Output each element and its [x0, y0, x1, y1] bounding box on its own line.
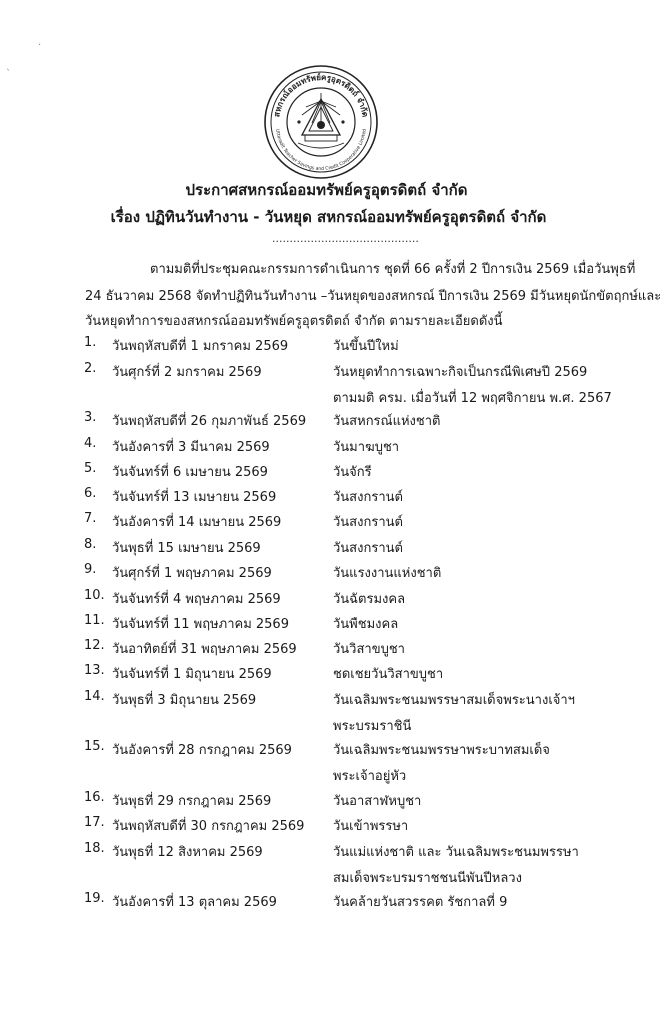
logo-ring-english: Uttaradit Teacher Savings and Credit Cooperative Limited — [274, 128, 368, 173]
item-holiday-name-cont: ตามมติ ครม. เมื่อวันที่ 12 พฤศจิกายน พ.ศ. 2567 — [333, 391, 612, 406]
item-date: วันอาทิตย์ที่ 31 พฤษภาคม 2569 — [112, 642, 297, 657]
item-date: วันศุกร์ที่ 2 มกราคม 2569 — [112, 365, 262, 380]
scan-speck: ˎ — [6, 60, 11, 71]
item-holiday-name: วันสงกรานต์ — [333, 541, 403, 556]
item-date: วันจันทร์ที่ 1 มิถุนายน 2569 — [112, 667, 272, 682]
item-holiday-name: วันคล้ายวันสวรรคต รัชกาลที่ 9 — [333, 895, 508, 910]
item-number: 4. — [84, 436, 97, 451]
item-date: วันพฤหัสบดีที่ 30 กรกฎาคม 2569 — [112, 819, 305, 834]
item-number: 13. — [84, 663, 105, 678]
item-holiday-name: วันขึ้นปีใหม่ — [333, 339, 399, 354]
item-number: 12. — [84, 638, 105, 653]
item-holiday-name: วันพืชมงคล — [333, 617, 399, 632]
item-number: 2. — [84, 361, 97, 376]
announcement-title: ประกาศสหกรณ์ออมทรัพย์ครูอุตรดิตถ์ จำกัด — [185, 181, 468, 199]
item-holiday-name-cont: พระเจ้าอยู่หัว — [333, 769, 407, 784]
item-number: 14. — [84, 689, 105, 704]
item-holiday-name: วันวิสาขบูชา — [333, 642, 405, 657]
item-date: วันอังคารที่ 3 มีนาคม 2569 — [112, 440, 270, 455]
item-number: 7. — [84, 511, 97, 526]
item-number: 8. — [84, 537, 97, 552]
cooperative-logo — [262, 63, 380, 181]
item-number: 15. — [84, 739, 105, 754]
intro-line-2: 24 ธันวาคม 2568 จัดทำปฏิทินวันทำงาน –วันหยุดของสหกรณ์ ปีการเงิน 2569 มีวันหยุดนักขัตฤกษ์และ — [85, 289, 661, 304]
announcement-subject: เรื่อง ปฏิทินวันทำงาน - วันหยุด สหกรณ์ออมทรัพย์ครูอุตรดิตถ์ จำกัด — [110, 208, 547, 226]
item-number: 10. — [84, 588, 105, 603]
cooperative-seal-icon — [262, 63, 380, 181]
item-holiday-name: วันแรงงานแห่งชาติ — [333, 566, 442, 581]
item-holiday-name: ชดเชยวันวิสาขบูชา — [333, 667, 444, 682]
item-holiday-name-cont: พระบรมราชินี — [333, 719, 412, 734]
intro-line-1: ตามมติที่ประชุมคณะกรรมการดำเนินการ ชุดที่ 66 ครั้งที่ 2 ปีการเงิน 2569 เมื่อวันพุธที่ — [150, 262, 636, 277]
item-holiday-name: วันสงกรานต์ — [333, 490, 403, 505]
item-holiday-name: วันฉัตรมงคล — [333, 592, 406, 607]
item-date: วันพฤหัสบดีที่ 1 มกราคม 2569 — [112, 339, 289, 354]
item-holiday-name: วันเฉลิมพระชนมพรรษาพระบาทสมเด็จ — [333, 743, 550, 758]
item-holiday-name: วันจักรี — [333, 465, 372, 480]
logo-ring-thai: สหกรณ์ออมทรัพย์ครูอุตรดิตถ์ จำกัด — [272, 72, 370, 118]
intro-line-3: วันหยุดทำการของสหกรณ์ออมทรัพย์ครูอุตรดิตถ์ จำกัด ตามรายละเอียดดังนี้ — [85, 314, 503, 329]
item-holiday-name: วันแม่แห่งชาติ และ วันเฉลิมพระชนมพรรษา — [333, 845, 579, 860]
item-date: วันจันทร์ที่ 4 พฤษภาคม 2569 — [112, 592, 281, 607]
item-date: วันพฤหัสบดีที่ 26 กุมภาพันธ์ 2569 — [112, 414, 307, 429]
item-date: วันพุธที่ 29 กรกฎาคม 2569 — [112, 794, 272, 809]
item-holiday-name: วันสงกรานต์ — [333, 515, 403, 530]
item-number: 17. — [84, 815, 105, 830]
scan-speck: · — [38, 40, 42, 51]
item-holiday-name: วันหยุดทำการเฉพาะกิจเป็นกรณีพิเศษปี 2569 — [333, 365, 588, 380]
item-date: วันอังคารที่ 28 กรกฎาคม 2569 — [112, 743, 292, 758]
item-holiday-name: วันอาสาฬหบูชา — [333, 794, 422, 809]
item-holiday-name: วันเข้าพรรษา — [333, 819, 409, 834]
item-number: 18. — [84, 841, 105, 856]
item-holiday-name: วันมาฆบูชา — [333, 440, 400, 455]
item-number: 5. — [84, 461, 97, 476]
item-date: วันจันทร์ที่ 11 พฤษภาคม 2569 — [112, 617, 289, 632]
title-separator: .......................................... — [272, 232, 419, 245]
item-number: 19. — [84, 891, 105, 906]
item-date: วันจันทร์ที่ 13 เมษายน 2569 — [112, 490, 277, 505]
item-number: 9. — [84, 562, 97, 577]
item-date: วันพุธที่ 3 มิถุนายน 2569 — [112, 693, 257, 708]
item-date: วันศุกร์ที่ 1 พฤษภาคม 2569 — [112, 566, 272, 581]
item-date: วันพุธที่ 12 สิงหาคม 2569 — [112, 845, 263, 860]
item-date: วันอังคารที่ 13 ตุลาคม 2569 — [112, 895, 277, 910]
item-number: 3. — [84, 410, 97, 425]
item-holiday-name-cont: สมเด็จพระบรมราชชนนีพันปีหลวง — [333, 871, 522, 886]
item-number: 6. — [84, 486, 97, 501]
item-holiday-name: วันสหกรณ์แห่งชาติ — [333, 414, 441, 429]
item-holiday-name: วันเฉลิมพระชนมพรรษาสมเด็จพระนางเจ้าฯ — [333, 693, 575, 708]
item-date: วันอังคารที่ 14 เมษายน 2569 — [112, 515, 282, 530]
item-date: วันพุธที่ 15 เมษายน 2569 — [112, 541, 261, 556]
item-number: 1. — [84, 335, 97, 350]
item-number: 11. — [84, 613, 105, 628]
item-number: 16. — [84, 790, 105, 805]
item-date: วันจันทร์ที่ 6 เมษายน 2569 — [112, 465, 268, 480]
